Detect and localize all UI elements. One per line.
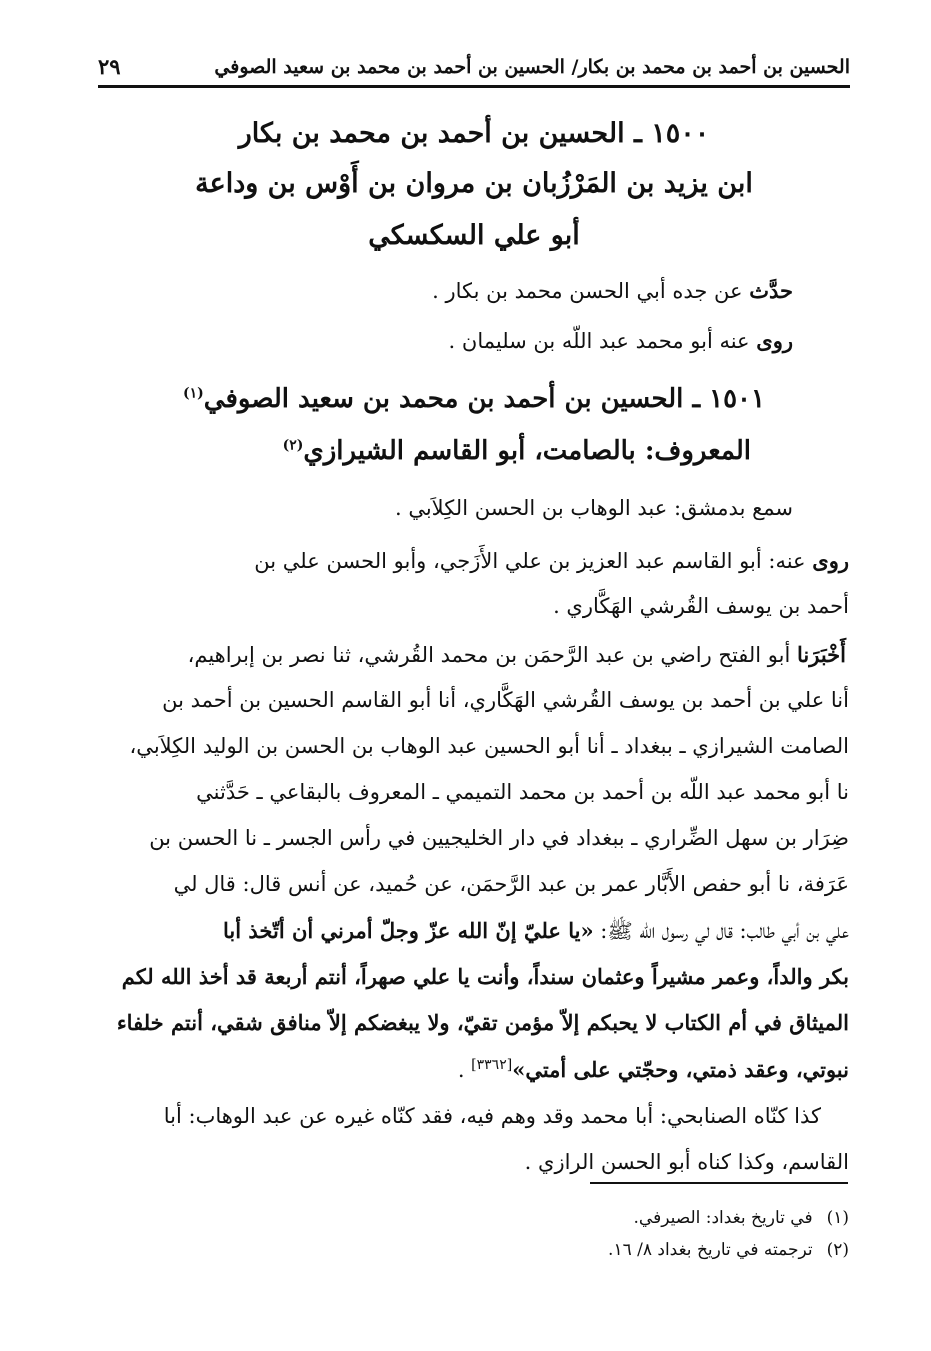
ruwa-label: روى	[756, 328, 793, 353]
body-line-8: بكر والداً، وعمر مشيراً وعثمان سنداً، وأنت يا علي صهراً، أنتم أربعة قد أخذ الله لكم	[121, 964, 849, 989]
running-title: الحسين بن أحمد بن محمد بن بكار/ الحسين بن أحمد بن محمد بن سعيد الصوفي	[214, 56, 850, 78]
body-line-9: الميثاق في أم الكتاب لا يحبكم إلاّ مؤمن تقيّ، ولا يبغضكم إلاّ منافق شقي، أنتم خلفاء	[116, 1010, 849, 1035]
entry-1501-title-line1	[98, 384, 850, 414]
body-line-4: نا أبو محمد عبد اللّه بن أحمد بن محمد التميمي ـ المعروف بالبقاعي ـ حَدَّثني	[196, 780, 849, 804]
entry-1500-ruwa	[82, 330, 793, 352]
entry-1500-title-line1: ١٥٠٠ ـ الحسين بن أحمد بن محمد بن بكار	[238, 118, 710, 149]
entry-1501-title-line2-text: المعروف: بالصامت، أبو القاسم الشيرازي	[303, 436, 751, 466]
body-line-10-end: .	[457, 1058, 472, 1082]
body-line-6: عَرَفة، نا أبو حفص الأَبَّار عمر بن عبد الرَّحمَن، عن حُميد، عن أنس قال: قال لي	[173, 872, 849, 896]
footnote-2-num: (٢)	[826, 1240, 849, 1260]
entry-1500-title-line2: ابن يزيد بن المَرْزُبان بن مروان بن أَوْس بن وداعة	[195, 168, 753, 199]
ruwa-label-2: روى	[812, 548, 849, 573]
footnote-2-text: ترجمته في تاريخ بغداد ٨/ ١٦.	[608, 1240, 813, 1260]
kadha-line-1: كذا كنّاه الصنابحي: أبا محمد وقد وهم فيه، فقد كنّاه غيره عن عبد الوهاب: أبا	[163, 1104, 821, 1128]
hadith-end: نبوتي، وعقد ذمتي، وحجّتي على أمتي»	[512, 1057, 849, 1082]
hadith-start: «يا عليّ إنّ الله عزّ وجلّ أمرني أن أتّخذ أبا	[223, 918, 594, 943]
akhbarana-label: أَخْبَرَنا	[797, 642, 846, 667]
footnote-1	[634, 1208, 850, 1228]
ruwa-text: عنه أبو محمد عبد اللّه بن سليمان .	[448, 329, 757, 353]
narrated-text: عن جده أبي الحسن محمد بن بكار .	[432, 279, 750, 303]
footnote-1-text: في تاريخ بغداد: الصيرفي.	[633, 1208, 813, 1228]
entry-1501-title-line2	[283, 436, 751, 466]
entry-1501-ruwa-line1	[82, 550, 849, 572]
footnote-ref-2: (٢)	[282, 437, 304, 454]
ruwa-line1-text: عنه: أبو القاسم عبد العزيز بن علي الأَزَجي، وأبو الحسن علي بن	[254, 549, 813, 573]
body-line-10	[82, 1058, 849, 1081]
entry-1501-sami: سمع بدمشق: عبد الوهاب بن الحسن الكِلاَبي .	[394, 496, 793, 520]
footnote-ref-1: (١)	[183, 385, 204, 402]
footnote-1-num: (١)	[826, 1208, 849, 1228]
body-line-7-plain: علي بن أبي طالب: قال لي رسول الله ﷺ:	[593, 919, 849, 943]
entry-1500-narrated	[82, 280, 793, 302]
body-line-5: ضِرَار بن سهل الضِّراري ـ ببغداد في دار الخليجيين في رأس الجسر ـ نا الحسن بن	[149, 826, 849, 850]
page-number: ٢٩	[98, 54, 121, 79]
narrated-label: حدَّث	[749, 278, 793, 303]
entry-1500-title-line3: أبو علي السكسكي	[368, 220, 580, 251]
kadha-line-2: القاسم، وكذا كناه أبو الحسن الرازي .	[524, 1150, 849, 1174]
body-line-3: الصامت الشيرازي ـ ببغداد ـ أنا أبو الحسين عبد الوهاب بن الحسن بن الوليد الكِلاَبي،	[129, 734, 849, 758]
footnote-2	[608, 1240, 849, 1260]
entry-1501-ruwa-line2: أحمد بن يوسف القُرشي الهَكَّاري .	[553, 594, 849, 618]
body-line-1	[82, 644, 846, 666]
body-line-1-text: أبو الفتح راضي بن عبد الرَّحمَن بن محمد القُرشي، ثنا نصر بن إبراهيم،	[187, 643, 798, 667]
body-line-2: أنا علي بن أحمد بن يوسف القُرشي الهَكَّاري، أنا أبو القاسم الحسين بن أحمد بن	[162, 688, 849, 712]
running-header	[98, 52, 850, 88]
footnote-rule	[590, 1182, 848, 1184]
entry-1501-title-text: ١٥٠١ ـ الحسين بن أحمد بن محمد بن سعيد الصوفي	[203, 384, 765, 414]
body-line-7	[82, 920, 849, 942]
hadith-number: [٣٣٦٢]	[471, 1057, 513, 1073]
